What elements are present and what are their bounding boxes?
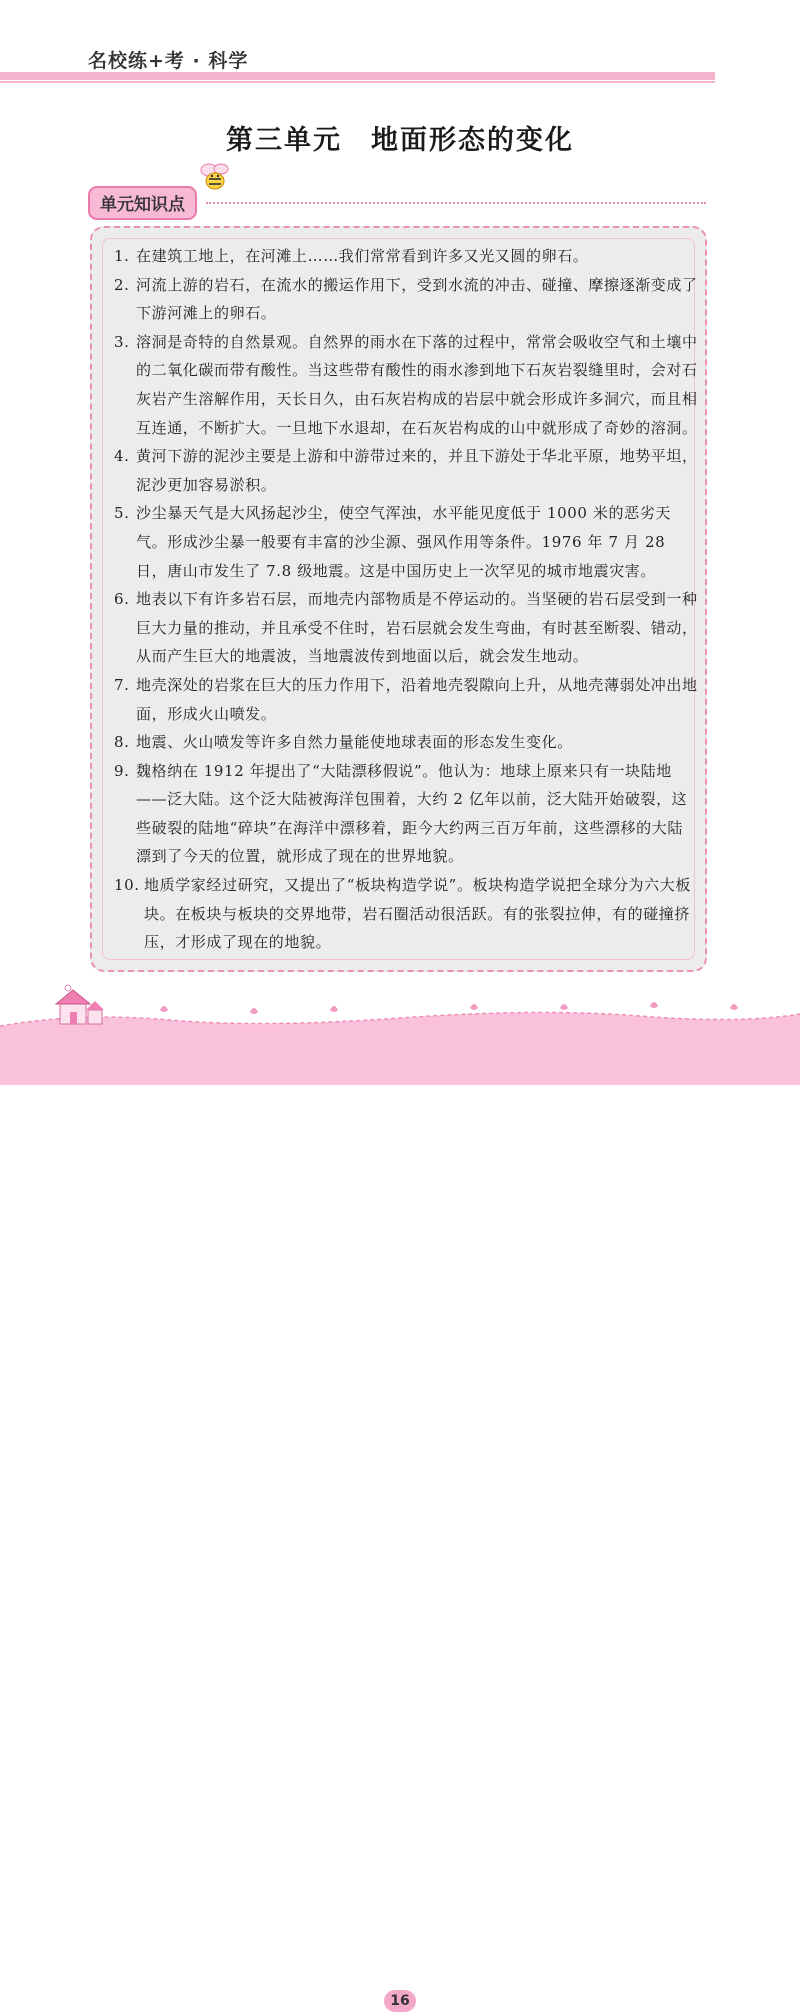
list-item bbox=[114, 271, 698, 328]
list-item bbox=[114, 728, 698, 757]
item-number: 7. bbox=[114, 675, 130, 694]
section-label: 单元知识点 bbox=[88, 186, 197, 220]
item-text: 沙尘暴天气是大风扬起沙尘，使空气浑浊，水平能见度低于 1000 米的恶劣天气。形成沙尘暴一般要有丰富的沙尘源、强风作用等条件。1976 年 7 月 28 日，唐山市发生了 7.8 级地震。这是中国历史上一次罕见的城市地震灾害。 bbox=[136, 504, 671, 580]
item-text: 在建筑工地上，在河滩上……我们常常看到许多又光又圆的卵石。 bbox=[136, 247, 589, 265]
list-item bbox=[114, 757, 698, 871]
item-text: 地震、火山喷发等许多自然力量能使地球表面的形态发生变化。 bbox=[136, 733, 573, 752]
unit-title: 第三单元 地面形态的变化 bbox=[226, 125, 574, 156]
page-header bbox=[0, 0, 800, 90]
bee-mascot-icon bbox=[198, 160, 232, 194]
list-item bbox=[114, 671, 698, 728]
item-text: 魏格纳在 1912 年提出了“大陆漂移假说”。他认为：地球上原来只有一块陆地——泛大陆。这个泛大陆被海洋包围着，大约 2 亿年以前，泛大陆开始破裂，这些破裂的陆地“碎块”在海洋中漂移着，距今大约两三百万年前，这些漂移的大陆漂到了今天的位置，就形成了现在的世界地貌。 bbox=[136, 761, 688, 866]
series-title: 名校练+考 · 科学 bbox=[88, 50, 249, 72]
item-text: 河流上游的岩石，在流水的搬运作用下，受到水流的冲击、碰撞、摩擦逐渐变成了下游河滩上的卵石。 bbox=[136, 275, 698, 323]
item-text: 地壳深处的岩浆在巨大的压力作用下，沿着地壳裂隙向上升，从地壳薄弱处冲出地面，形成火山喷发。 bbox=[136, 675, 698, 723]
page-footer bbox=[0, 990, 800, 2009]
header-band-thin bbox=[0, 81, 715, 83]
item-text: 溶洞是奇特的自然景观。自然界的雨水在下落的过程中，常常会吸收空气和土壤中的二氧化碳而带有酸性。当这些带有酸性的雨水渗到地下石灰岩裂缝里时，会对石灰岩产生溶解作用，天长日久，由石灰岩构成的岩层中就会形成许多洞穴，而且相互连通，不断扩大。一旦地下水退却，在石灰岩构成的山中就形成了奇妙的溶洞。 bbox=[136, 332, 698, 437]
item-number: 5. bbox=[114, 504, 130, 523]
item-text: 黄河下游的泥沙主要是上游和中游带过来的，并且下游处于华北平原，地势平坦，泥沙更加容易淤积。 bbox=[136, 447, 698, 494]
item-number: 6. bbox=[114, 590, 130, 609]
item-number: 4. bbox=[114, 447, 130, 466]
section-divider bbox=[206, 202, 706, 204]
item-number: 8. bbox=[114, 733, 130, 752]
list-item bbox=[114, 242, 698, 271]
house-illustration-icon bbox=[48, 982, 118, 1032]
item-text: 地表以下有许多岩石层，而地壳内部物质是不停运动的。当坚硬的岩石层受到一种巨大力量的推动，并且承受不住时，岩石层就会发生弯曲，有时甚至断裂、错动，从而产生巨大的地震波，当地震波传到地面以后，就会发生地动。 bbox=[136, 590, 698, 666]
item-number: 1. bbox=[114, 247, 130, 265]
header-band bbox=[0, 72, 715, 80]
knowledge-list bbox=[114, 242, 698, 957]
list-item bbox=[114, 499, 698, 585]
list-item bbox=[114, 442, 698, 499]
list-item bbox=[114, 585, 698, 671]
list-item bbox=[114, 328, 698, 442]
item-number: 9. bbox=[114, 761, 130, 780]
item-number: 2. bbox=[114, 275, 130, 294]
item-text: 地质学家经过研究，又提出了“板块构造学说”。板块构造学说把全球分为六大板块。在板块与板块的交界地带，岩石圈活动很活跃。有的张裂拉伸，有的碰撞挤压，才形成了现在的地貌。 bbox=[144, 876, 691, 952]
item-number: 10. bbox=[114, 876, 140, 895]
page-number: 16 bbox=[384, 1990, 416, 2012]
list-item bbox=[114, 871, 698, 957]
footer-wave bbox=[0, 990, 800, 1085]
item-number: 3. bbox=[114, 332, 130, 351]
